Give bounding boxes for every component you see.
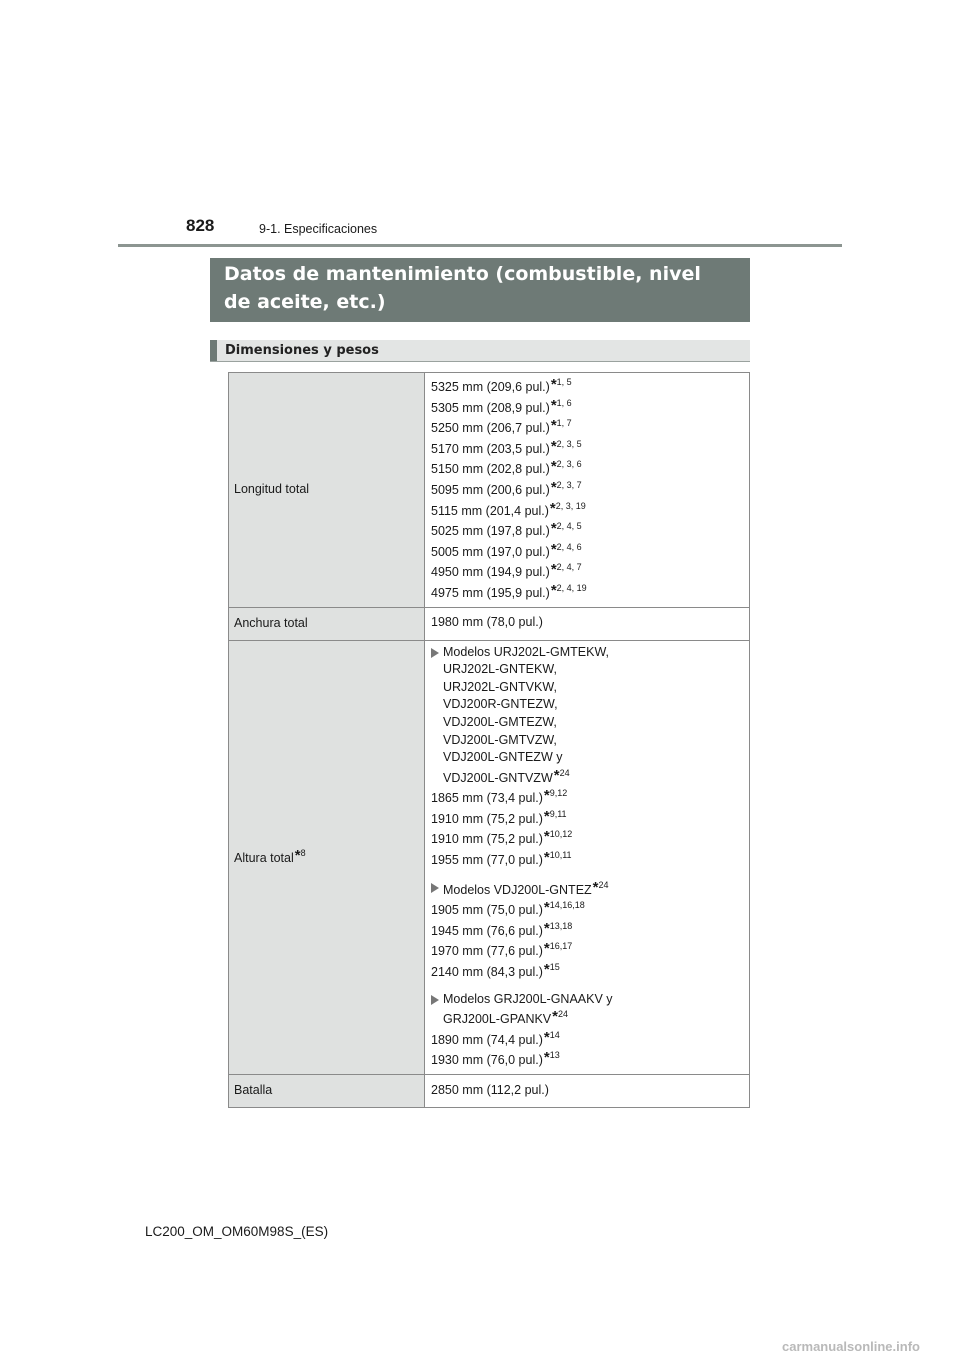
section-title-line-2: de aceite, etc.) (224, 291, 386, 313)
height-value: 1930 mm (76,0 pul.)*$^{13}$ (431, 1049, 560, 1068)
length-value: 5150 mm (202,8 pul.)*$^{2, 3, 6}$ (431, 458, 582, 477)
table-row-width (229, 607, 750, 640)
triangle-bullet-icon (431, 995, 439, 1005)
section-title (210, 258, 750, 322)
model-group-1: Modelos URJ202L-GMTEKW, URJ202L-GNTEKW, URJ202L-GNTVKW, VDJ200R-GNTEZW, VDJ200L-GMTEZW, VDJ200L-GMTVZW, VDJ200L-GNTEZW y VDJ200L-GNTVZW*$^{24}$ (431, 644, 743, 788)
watermark: carmanualsonline.info (782, 1339, 920, 1354)
model-group-2: Modelos VDJ200L-GNTEZ*$^{24}$ (431, 879, 743, 900)
row-value-wheelbase: 2850 mm (112,2 pul.) (425, 1075, 750, 1108)
length-value: 5115 mm (201,4 pul.)*$^{2, 3, 19}$ (431, 499, 586, 518)
table-row-height (229, 640, 750, 1074)
height-value: 1865 mm (73,4 pul.)*$^{9,12}$ (431, 787, 568, 806)
subheading-text: Dimensiones y pesos (225, 343, 379, 358)
row-value-width: 1980 mm (78,0 pul.) (425, 607, 750, 640)
table-row-length (229, 373, 750, 608)
height-value: 2140 mm (84,3 pul.)*$^{15}$ (431, 961, 560, 980)
length-value: 5305 mm (208,9 pul.)*$^{1, 6}$ (431, 396, 572, 415)
row-label-length: Longitud total (229, 373, 425, 608)
row-label-width: Anchura total (229, 607, 425, 640)
table-row-wheelbase (229, 1075, 750, 1108)
dimensions-table (228, 372, 750, 1108)
subheading (210, 340, 750, 362)
row-label-wheelbase: Batalla (229, 1075, 425, 1108)
height-value: 1910 mm (75,2 pul.)*$^{10,12}$ (431, 828, 573, 847)
height-value: 1970 mm (77,6 pul.)*$^{16,17}$ (431, 940, 573, 959)
section-title-line-1: Datos de mantenimiento (combustible, nivel (224, 263, 701, 285)
page-number: 828 (186, 216, 215, 235)
row-label-height: Altura total*$^8$ (229, 640, 425, 1074)
document-code-footer: LC200_OM_OM60M98S_(ES) (145, 1224, 329, 1239)
model-group-3: Modelos GRJ200L-GNAAKV y GRJ200L-GPANKV*$^{24}$ (431, 991, 743, 1029)
length-value: 5025 mm (197,8 pul.)*$^{2, 4, 5}$ (431, 520, 582, 539)
height-value: 1910 mm (75,2 pul.)*$^{9,11}$ (431, 807, 567, 826)
length-value: 5325 mm (209,6 pul.)*$^{1, 5}$ (431, 376, 572, 394)
header-rule (118, 244, 842, 247)
length-value: 5095 mm (200,6 pul.)*$^{2, 3, 7}$ (431, 478, 582, 497)
row-values-length (425, 373, 750, 608)
length-value: 5250 mm (206,7 pul.)*$^{1, 7}$ (431, 417, 572, 436)
height-value: 1890 mm (74,4 pul.)*$^{14}$ (431, 1028, 560, 1047)
height-value: 1905 mm (75,0 pul.)*$^{14,16,18}$ (431, 899, 585, 918)
row-values-height (425, 640, 750, 1074)
subheading-accent-bar (210, 340, 217, 361)
length-value: 4950 mm (194,9 pul.)*$^{2, 4, 7}$ (431, 561, 582, 580)
triangle-bullet-icon (431, 648, 439, 658)
height-value: 1955 mm (77,0 pul.)*$^{10,11}$ (431, 849, 572, 868)
height-value: 1945 mm (76,6 pul.)*$^{13,18}$ (431, 919, 573, 938)
length-value: 4975 mm (195,9 pul.)*$^{2, 4, 19}$ (431, 581, 587, 600)
length-value: 5170 mm (203,5 pul.)*$^{2, 3, 5}$ (431, 437, 582, 456)
section-label: 9-1. Especificaciones (259, 222, 378, 236)
triangle-bullet-icon (431, 883, 439, 893)
length-value: 5005 mm (197,0 pul.)*$^{2, 4, 6}$ (431, 540, 582, 559)
